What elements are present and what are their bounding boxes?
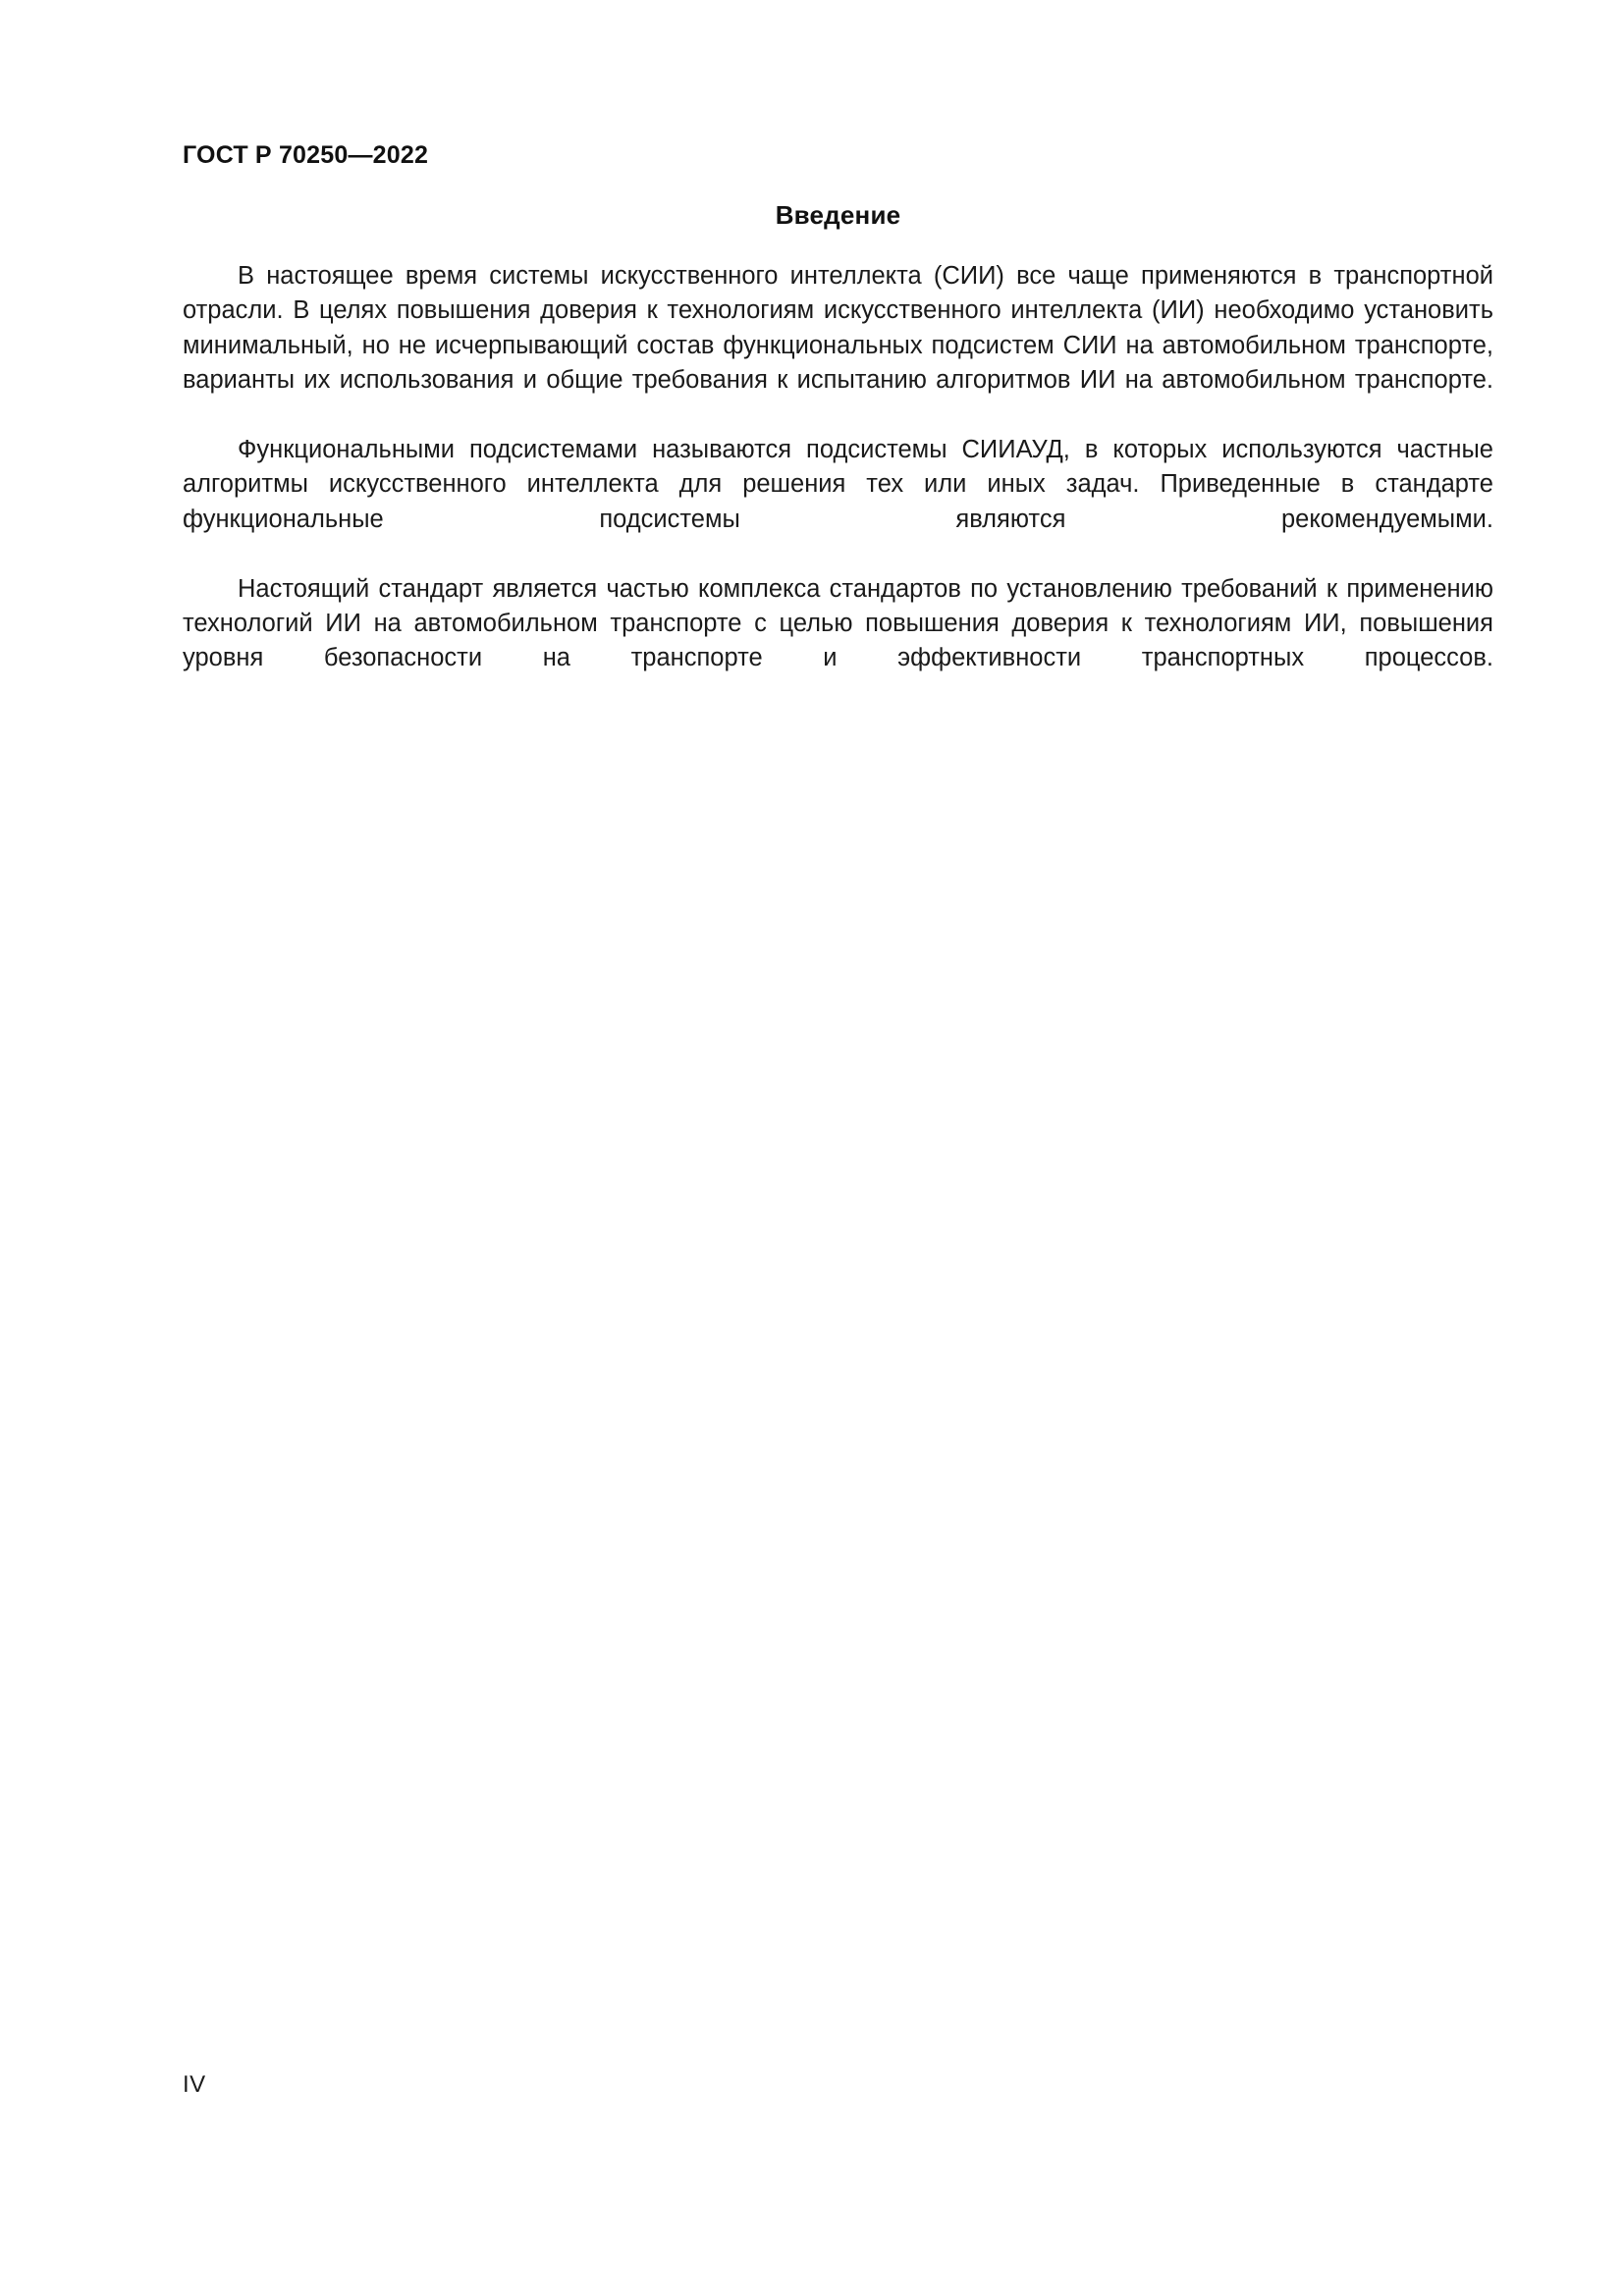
- introduction-paragraph-1: В настоящее время системы искусственного интеллекта (СИИ) все чаще применяются в транспортной отрасли. В целях повышения доверия к технологиям искусственного интеллекта (ИИ) необходимо установить минимальный, но не исчерпывающий состав функциональных подсистем СИИ на автомобильном транспорте, варианты их использования и общие требования к испытанию алгоритмов ИИ на автомобильном транспорте.: [183, 261, 1493, 395]
- page-content: [183, 201, 1493, 711]
- introduction-paragraph-3: Настоящий стандарт является частью комплекса стандартов по установлению требований к применению технологий ИИ на автомобильном транспорте с целью повышения доверия к технологиям ИИ, повышения уровня безопасности на транспорте и эффективности транспортных процессов.: [183, 574, 1493, 672]
- page-number-folio: IV: [183, 2071, 206, 2098]
- section-title-introduction: Введение: [775, 200, 901, 230]
- introduction-paragraph-2: Функциональными подсистемами называются подсистемы СИИАУД, в которых используются частные алгоритмы искусственного интеллекта для решения тех или иных задач. Приведенные в стандарте функциональные подсистемы являются рекомендуемыми.: [183, 435, 1493, 533]
- standard-designation-header: ГОСТ Р 70250—2022: [183, 141, 429, 169]
